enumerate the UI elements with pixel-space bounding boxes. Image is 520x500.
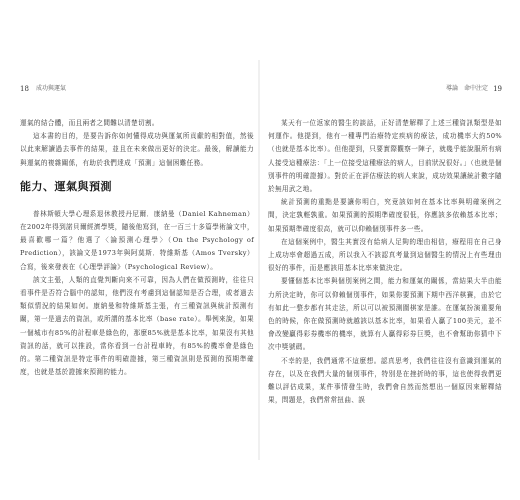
section-heading: 能力、運氣與預測 — [20, 179, 112, 193]
right-paragraph-1: 某天有一位返家的醫生的談話，正好清楚解釋了上述三種資訊類型是如何運作。他提到，他有一種專門治療特定疾病的療法，成功機率大約50%（也就是基本比率）。但他提到，只要實際觀察一陣子，就幾乎能說服所有病人接受這種療法：「上一位接受這種療法的病人，目前狀況很好。」（也就是個別事件的明確證據）。對於正在評估療法的病人來說，成功效果讓統計數字隨於無用武之地。 — [268, 119, 502, 194]
left-page-header — [20, 83, 254, 95]
left-running-title: 成功與運氣 — [36, 85, 67, 92]
right-page-number: 19 — [493, 85, 502, 93]
right-paragraph-2: 統計預測的重點是要讓你明白，究竟該如何在基本比率與明確案例之間，決定孰輕孰重。如果預測的預期準確度很低，你應該多依賴基本比率；如果預期準確度很高，就可以仰賴個別事件多一些。 — [268, 198, 502, 233]
right-page-header — [268, 83, 502, 95]
left-paragraph-4: 該文主張，人類的直覺判斷向來不可靠，因為人們在做預測時，往往只看事件是否符合腦中的認知，他們沒有考慮到這個認知是否合理，或者過去類似情況的結果如何。康納曼和特維斯基主張，有三種資訊與統計預測有關，第一是過去的資訊，或所謂的基本比率（base rate）。舉例來說，如果一個城市有85%的計程車是綠色的，那麼85%就是基本比率，如果沒有其他資訊的話，就可以推設，當你看到一台計程車時，有85%的機率會是綠色的。第二種資訊是特定事件的明確證據，第三種資訊則是預測的預期準確度，也就是基於證據來預測的能力。 — [20, 275, 254, 377]
left-paragraph-1: 運氣的結合體，而且兩者之間難以清楚切割。 — [20, 119, 159, 127]
right-page-body — [268, 117, 502, 407]
left-paragraph-3: 普林斯頓大學心理系退休教授丹尼爾．康納曼（Daniel Kahneman）在2002年得到諾貝爾經濟學獎，隨後他寫到，在一百三十多篇學術論文中，最喜歡哪一篇？他選了〈論預測心理學〉（On the Psychology of Prediction），該論文是1973年與阿莫斯．特維斯基（Amos Tversky）合寫，後來發表在《心理學評論》（Psychological Review）。 — [20, 209, 254, 271]
right-running-title: 導論 命中注定 — [445, 85, 488, 92]
left-page-body — [20, 117, 254, 379]
left-page — [20, 0, 254, 500]
right-paragraph-5: 不幸的是，我們通常不這麼想。認真思考，我們往往沒有意識到運氣的存在，以及在我們大量的個別事件，特別是在挫折時的事，這也使得我們更難以評估成果，某件事情發生時，我們會自然而然想出一個原因來解釋結果，問題是，我們常常扭曲、誤 — [268, 356, 502, 405]
right-page — [268, 0, 502, 500]
right-paragraph-3: 在這個案例中，醫生其實沒有給病人足夠的理由相信，療程用在自己身上成功率會超過五成，所以我入不該認真考量到這個醫生的情況上有些理由很好的事件，而是應該用基本比率來做決定。 — [268, 237, 502, 273]
left-paragraph-2: 這本書的目的，是要告訴你如何懂得成功與運氣所貢獻的相對值，然後以此來解讀過去事件的結果，並且在未來做出更好的決定。最後，解讀能力與運氣的複雜關係，有助於我們達成「預測」這個困難任務。 — [20, 132, 254, 167]
right-paragraph-4: 要懂個基本比率與個別案例之間，能力和運氣的關係，當結果大半由能力所決定時，你可以仰賴個別事件，如果你要預測下期中西洋棋賽，由於它有如此一整步都有其走法，所以可以被預測圍棋家是誰。在運氣扮演重要角色的時候，你在做預測時就越該以基本比率，如果看人贏了100美元，並不會改變贏得彩券機率的機率，就算有人贏得彩券巨獎，也不會幫助你猜中下次中獎號碼。 — [268, 277, 502, 352]
left-page-number: 18 — [20, 85, 29, 93]
page-gutter — [258, 60, 260, 460]
